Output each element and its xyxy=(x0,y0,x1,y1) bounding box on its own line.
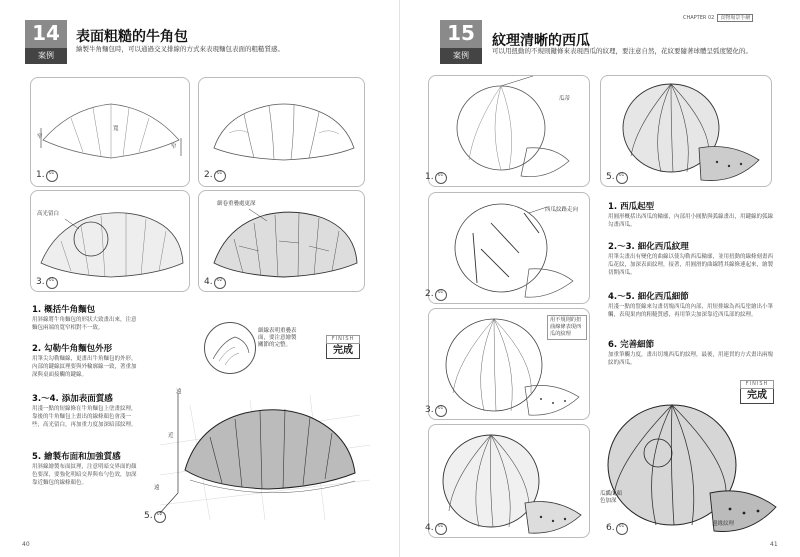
step-number xyxy=(606,523,628,535)
section-1-title: 1. 概括牛角麵包 xyxy=(32,305,96,315)
section-1-body: 用圓形概括出西瓜的輪廓，內部用小圓點與弧線畫出，用鍵線的弧線勾畫西瓜。 xyxy=(608,214,774,228)
label-axis-top: 遠 xyxy=(176,389,182,395)
label-narrow-right: 窄 xyxy=(171,144,177,150)
step-no: 5. xyxy=(144,511,153,521)
label-overlap-dark: 細卷重疊處更深 xyxy=(217,201,256,207)
section-1-title: 1. 西瓜起型 xyxy=(608,202,655,212)
section-4-body: 用斜線繪製布面紋理，注意明暗交界面的顏色要深，要強化明暗交界與布勻色效，加深靠近麵包的線條顏色。 xyxy=(32,464,137,486)
section-3-title: 4.～5. 細化西瓜細節 xyxy=(608,292,689,302)
step-no: 6. xyxy=(606,523,615,533)
section-2-body: 用筆尖勾勒麵線，更畫出牛角麵包的外形，內部的鍵線紋理要與外輪廓線一致，著重加深與桌面接觸的鍵線。 xyxy=(32,356,137,378)
section-4-title: 6. 完善細節 xyxy=(608,340,655,350)
label-wide: 寬 xyxy=(113,126,119,132)
chapter-code: CHAPTER 02 xyxy=(683,15,715,21)
step-3-panel xyxy=(425,308,590,420)
step-number xyxy=(425,289,447,301)
step-tag-icon: 01 xyxy=(435,523,447,535)
step-4-panel xyxy=(425,424,590,538)
label-inset: 細線表明重疊表面，要注意繪製關節的完整。 xyxy=(258,328,297,348)
page-subtitle: 繪製牛角麵包時，可以通過交叉排線的方式來表現麵包表面的粗糙質感。 xyxy=(76,45,284,53)
step-number xyxy=(144,511,166,523)
step-no: 1. xyxy=(36,170,45,180)
step-number xyxy=(204,277,226,289)
step-6-panel xyxy=(600,395,780,540)
label-irregular-lines: 用不規則的扭曲線條表現西瓜的紋理 xyxy=(547,315,587,340)
finish-word: 完成 xyxy=(326,344,360,359)
step-tag-icon: 01 xyxy=(435,289,447,301)
chapter-header xyxy=(683,14,753,21)
step-tag-icon: 01 xyxy=(214,170,226,182)
label-pattern-direction: 西瓜紋路走向 xyxy=(545,207,579,213)
step-5-panel xyxy=(144,385,380,525)
page-number: 40 xyxy=(22,541,30,548)
step-1-panel xyxy=(30,77,190,187)
step-3-panel xyxy=(30,190,190,292)
finish-word: 完成 xyxy=(740,389,774,404)
step-tag-icon: 02 xyxy=(214,277,226,289)
finish-label: FINISH xyxy=(326,335,360,344)
page-title: 紋理清晰的西瓜 xyxy=(492,33,590,49)
section-4-body: 加重筆觸力度，畫出切塊西瓜的紋理，最後，用連貫的方式畫出兩塊紋的西瓜。 xyxy=(608,352,774,366)
section-3-title: 3.～4. 添加表面質感 xyxy=(32,394,113,404)
step-4-panel xyxy=(198,190,365,292)
step-tag-icon: 01 xyxy=(616,523,628,535)
watermelon-sketch-1 xyxy=(429,76,589,186)
label-axis-bottom: 遠 xyxy=(154,485,160,491)
label-axis-left: 近 xyxy=(168,433,174,439)
detail-inset xyxy=(204,322,256,374)
step-number xyxy=(425,405,447,417)
lesson-badge xyxy=(440,20,482,64)
step-no: 1. xyxy=(425,172,434,182)
step-number xyxy=(204,170,226,182)
page-subtitle: 可以用扭動的不規則鍵條來表現西瓜的紋理，要注意自然，花紋要隨著球體呈弧度變化的。 xyxy=(492,47,752,55)
section-2-body: 用筆尖畫出有變化的曲線以使勾勒西瓜輪廓，並用扭動的線條刻畫西瓜花紋，加深表面紋理，接著，用圓滑的曲線將其線條連起來，繪製切開西瓜。 xyxy=(608,254,774,276)
case-label: 案例 xyxy=(440,48,482,64)
step-number xyxy=(606,172,628,184)
step-number xyxy=(36,277,58,289)
chapter-name: 食物場景手繪 xyxy=(717,14,753,22)
finish-badge xyxy=(326,335,360,361)
step-no: 2. xyxy=(425,289,434,299)
step-no: 2. xyxy=(204,170,213,180)
step-tag-icon: 01 xyxy=(435,172,447,184)
page-title: 表面粗糙的牛角包 xyxy=(76,29,188,45)
step-tag-icon: 02 xyxy=(154,511,166,523)
lesson-number: 15 xyxy=(447,21,475,45)
step-tag-icon: 01 xyxy=(435,405,447,417)
section-2-title: 2. 勾勒牛角麵包外形 xyxy=(32,344,113,354)
step-2-panel xyxy=(425,192,590,304)
label-highlight: 高光留白 xyxy=(37,211,60,217)
croissant-sketch-final xyxy=(150,385,380,525)
step-no: 3. xyxy=(36,277,45,287)
lesson-number: 14 xyxy=(32,21,60,45)
section-3-body: 用淺一點的短線條在牛角麵包上塗畫紋理，靠後的牛角麵包上畫出的線條顏色會淺一些，高光留白，再加重力度加深暗部紋理。 xyxy=(32,406,137,428)
step-tag-icon: 01 xyxy=(46,170,58,182)
step-no: 4. xyxy=(425,523,434,533)
detail-inset-sketch xyxy=(205,323,255,373)
section-3-body: 用淺一點的豎線來勾畫切塊西瓜的內部，用短排線為西瓜塗繪出小筆觸，表現果肉的粗糙質感，再用筆尖加深靠近西瓜部的紋理。 xyxy=(608,304,774,318)
finish-label: FINISH xyxy=(740,380,774,389)
step-number xyxy=(425,172,447,184)
lesson-badge xyxy=(25,20,67,64)
step-no: 4. xyxy=(204,277,213,287)
section-4-title: 5. 繪製布面和加強質感 xyxy=(32,452,121,462)
watermelon-sketch-final xyxy=(600,395,780,540)
step-no: 5. xyxy=(606,172,615,182)
label-narrow-left: 窄 xyxy=(37,134,43,140)
step-number xyxy=(36,170,58,182)
page-number: 41 xyxy=(770,541,778,548)
step-tag-icon: 01 xyxy=(46,277,58,289)
step-5-panel xyxy=(600,75,772,187)
step-2-panel xyxy=(198,77,365,187)
step-1-panel xyxy=(425,75,590,187)
label-pulp-dark: 瓜瓤的顏色加深 xyxy=(600,491,623,504)
croissant-sketch-3 xyxy=(31,191,189,291)
section-1-body: 用斜線將牛角麵包的形狀大致畫出來，注意麵包兩端的寬窄相對不一致。 xyxy=(32,317,137,331)
label-stem: 瓜蒂 xyxy=(559,96,571,102)
step-no: 3. xyxy=(425,405,434,415)
label-rind-pattern: 邊緣紋理 xyxy=(712,521,735,527)
right-page xyxy=(400,0,800,557)
section-2-title: 2.～3. 細化西瓜紋理 xyxy=(608,242,689,252)
case-label: 案例 xyxy=(25,48,67,64)
watermelon-sketch-4 xyxy=(429,425,589,537)
step-number xyxy=(425,523,447,535)
watermelon-sketch-5 xyxy=(601,76,771,186)
step-tag-icon: 01 xyxy=(616,172,628,184)
